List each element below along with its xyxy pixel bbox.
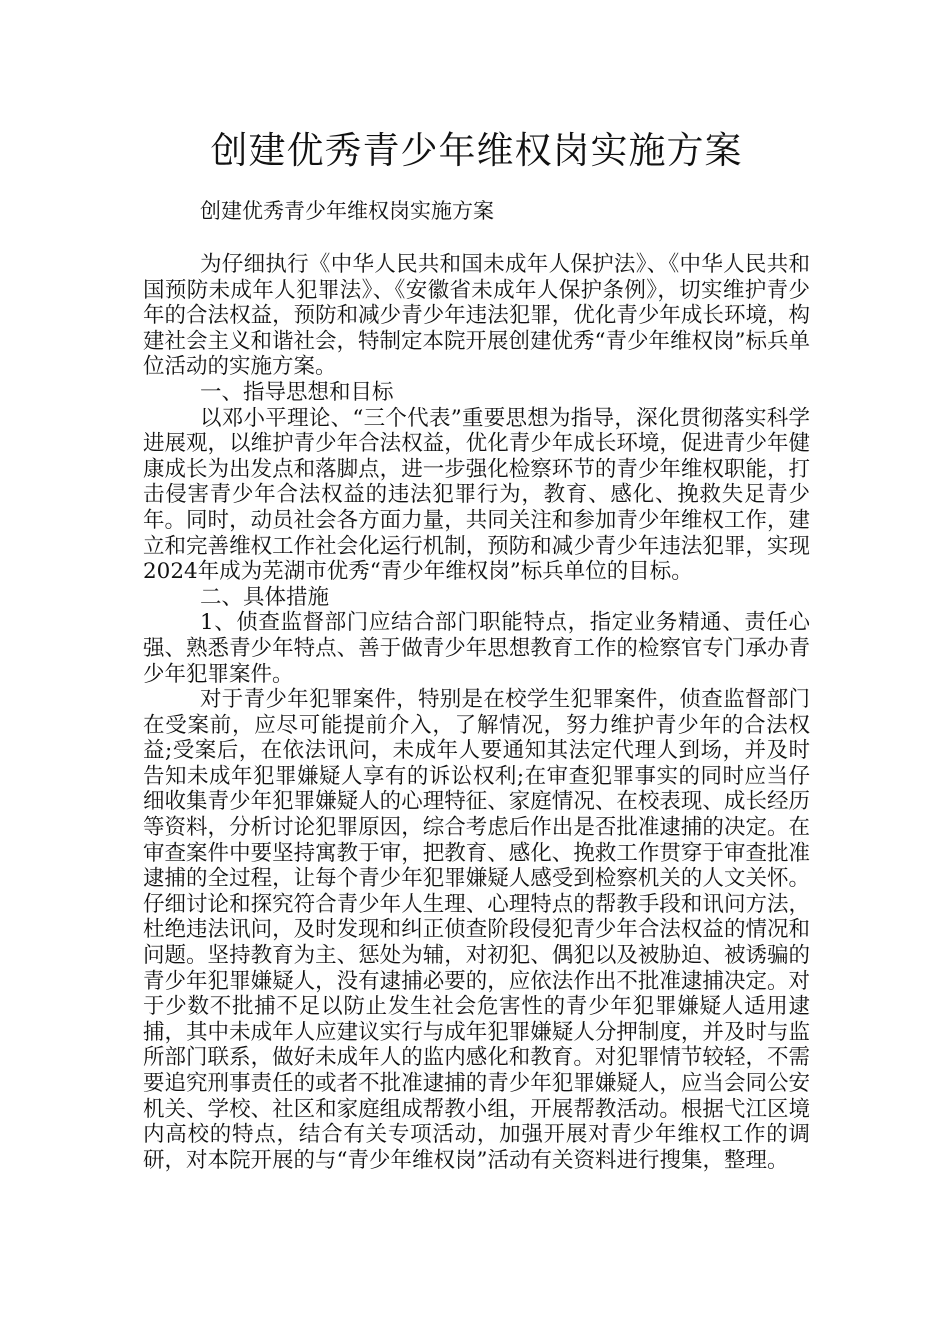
section-heading-guiding-ideas: 一、指导思想和目标 bbox=[200, 379, 394, 405]
measure-1-paragraph: 1、侦查监督部门应结合部门职能特点，指定业务精通、责任心强、熟悉青少年特点、善于做青少年思想教育工作的检察官专门承办青少年犯罪案件。 bbox=[143, 610, 810, 687]
intro-paragraph: 为仔细执行《中华人民共和国未成年人保护法》、《中华人民共和国预防未成年人犯罪法》、《安徽省未成年人保护条例》，切实维护青少年的合法权益，预防和减少青少年违法犯罪，优化青少年成长环境，构建社会主义和谐社会，特制定本院开展创建优秀“青少年维权岗”标兵单位活动的实施方案。 bbox=[143, 252, 810, 380]
document-subtitle: 创建优秀青少年维权岗实施方案 bbox=[200, 199, 494, 223]
section-heading-measures: 二、具体措施 bbox=[200, 584, 330, 610]
document-title: 创建优秀青少年维权岗实施方案 bbox=[210, 129, 743, 172]
guiding-ideas-paragraph: 以邓小平理论、“三个代表”重要思想为指导，深化贯彻落实科学进展观，以维护青少年合法权益，优化青少年成长环境，促进青少年健康成长为出发点和落脚点，进一步强化检察环节的青少年维权职能，打击侵害青少年合法权益的违法犯罪行为，教育、感化、挽救失足青少年。同时，动员社会各方面力量，共同关注和参加青少年维权工作，建立和完善维权工作社会化运行机制，预防和减少青少年违法犯罪，实现2024年成为芜湖市优秀“青少年维权岗”标兵单位的目标。 bbox=[143, 405, 810, 585]
measure-1-detail-paragraph: 对于青少年犯罪案件，特别是在校学生犯罪案件，侦查监督部门在受案前，应尽可能提前介入，了解情况，努力维护青少年的合法权益;受案后，在依法讯问，未成年人要通知其法定代理人到场，并及时告知未成年犯罪嫌疑人享有的诉讼权利;在审查犯罪事实的同时应当仔细收集青少年犯罪嫌疑人的心理特征、家庭情况、在校表现、成长经历等资料，分析讨论犯罪原因，综合考虑后作出是否批准逮捕的决定。在审查案件中要坚持寓教于审，把教育、感化、挽救工作贯穿于审查批准逮捕的全过程，让每个青少年犯罪嫌疑人感受到检察机关的人文关怀。仔细讨论和探究符合青少年人生理、心理特点的帮教手段和讯问方法，杜绝违法讯问，及时发现和纠正侦查阶段侵犯青少年合法权益的情况和问题。坚持教育为主、惩处为辅，对初犯、偶犯以及被胁迫、被诱骗的青少年犯罪嫌疑人，没有逮捕必要的，应依法作出不批准逮捕决定。对于少数不批捕不足以防止发生社会危害性的青少年犯罪嫌疑人适用逮捕，其中未成年人应建议实行与成年犯罪嫌疑人分押制度，并及时与监所部门联系，做好未成年人的监内感化和教育。对犯罪情节较轻，不需要追究刑事责任的或者不批准逮捕的青少年犯罪嫌疑人，应当会同公安机关、学校、社区和家庭组成帮教小组，开展帮教活动。根据弋江区境内高校的特点，结合有关专项活动，加强开展对青少年维权工作的调研，对本院开展的与“青少年维权岗”活动有关资料进行搜集，整理。 bbox=[143, 687, 810, 1173]
